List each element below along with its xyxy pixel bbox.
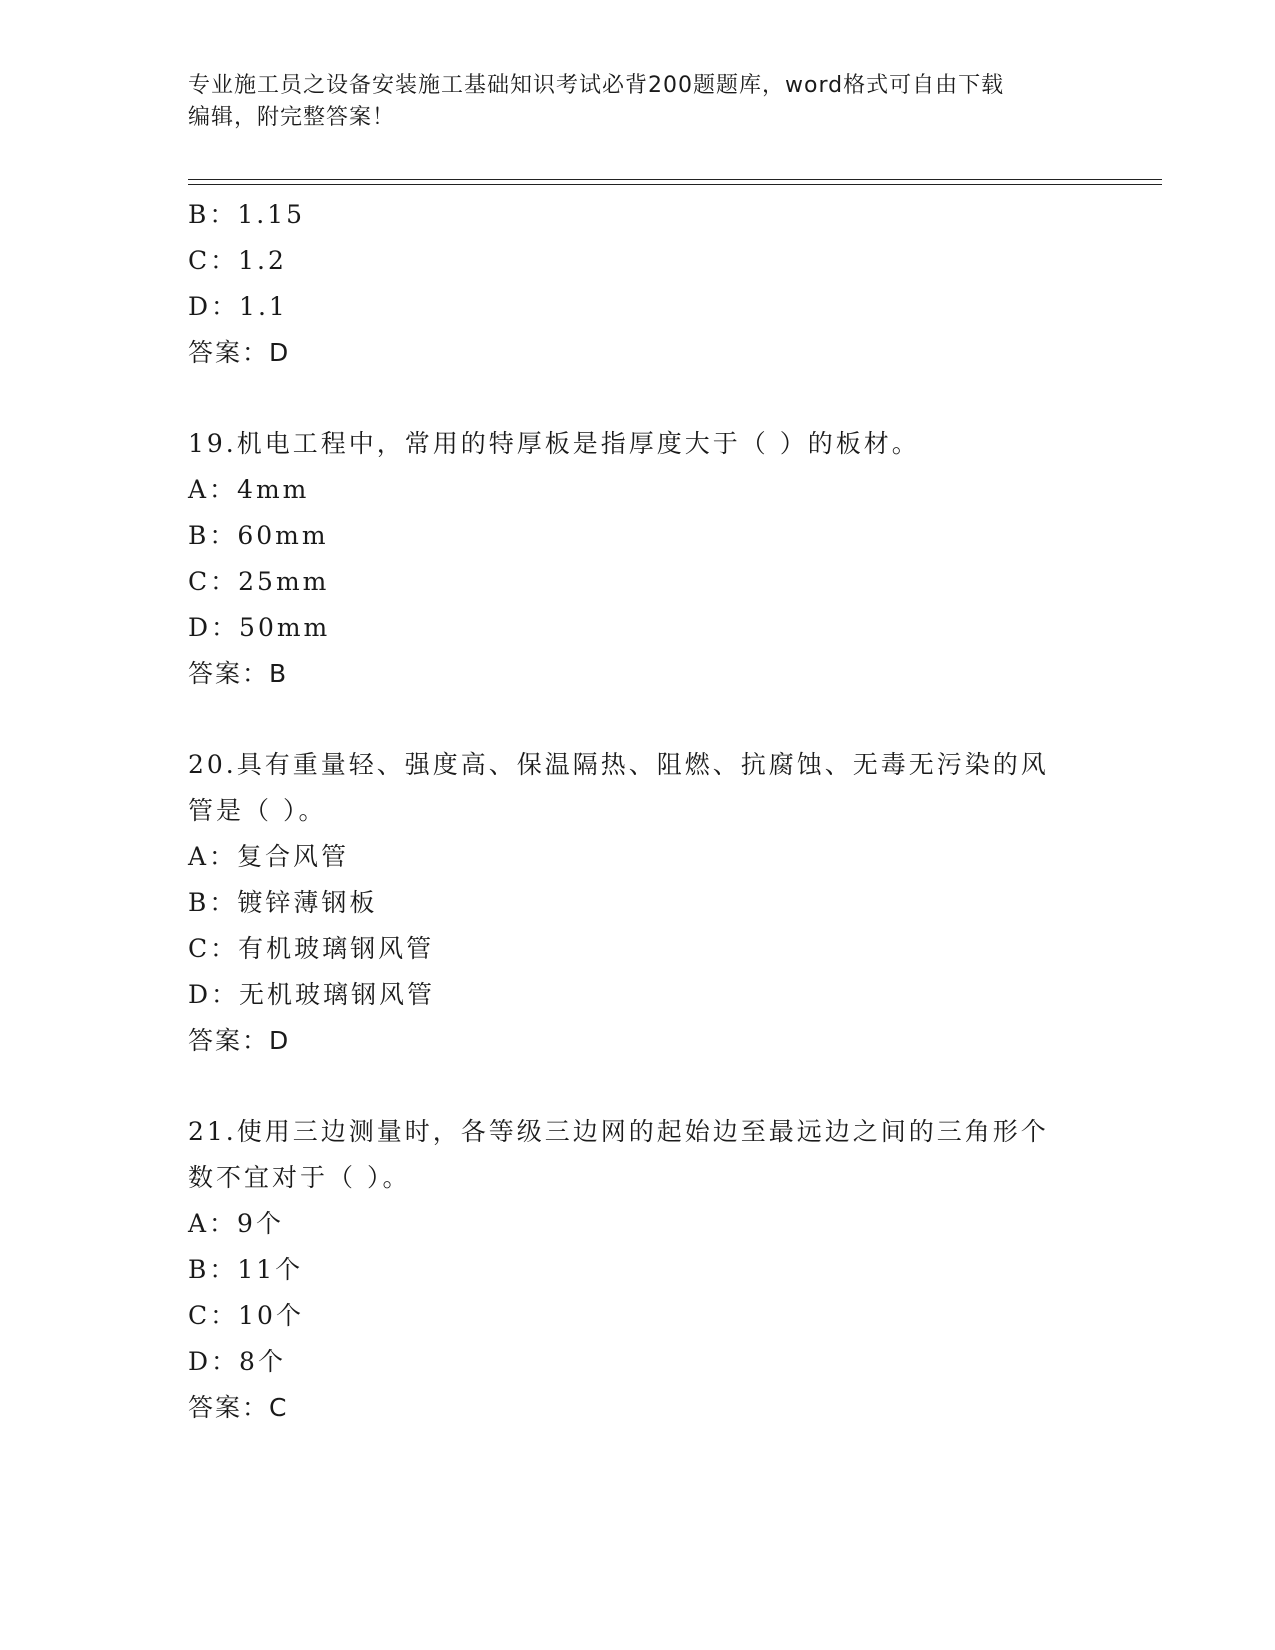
answer-line: 答案：D [188,1026,291,1055]
question-stem-line-1: 20.具有重量轻、强度高、保温隔热、阻燃、抗腐蚀、无毒无污染的风 [188,750,1049,779]
header-rule-top [188,179,1162,180]
question-stem-line-2: 数不宜对于（ ）。 [188,1163,411,1192]
option-c: C：有机玻璃钢风管 [188,934,435,963]
question-stem-line-2: 管是（ ）。 [188,796,327,825]
header-rule-bottom [188,184,1162,185]
option-c: C：25mm [188,567,330,596]
option-d: D：无机玻璃钢风管 [188,980,436,1009]
document-header [188,70,1088,134]
answer-line: 答案：C [188,1393,289,1422]
question-21 [188,1109,1088,1431]
option-d: D：50mm [188,613,331,642]
question-stem: 19.机电工程中，常用的特厚板是指厚度大于（ ）的板材。 [188,429,920,458]
option-b: B：60mm [188,521,329,550]
option-b: B：镀锌薄钢板 [188,888,378,917]
question-20 [188,742,1088,1064]
option-a: A：4mm [188,475,310,504]
option-a: A：9个 [188,1209,284,1238]
header-title-line-1: 专业施工员之设备安装施工基础知识考试必背200题题库，word格式可自由下载 [188,73,1005,98]
header-title-line-2: 编辑，附完整答案！ [188,105,396,130]
question-19 [188,421,1088,697]
question-18-tail [188,192,1088,376]
option-d: D：8个 [188,1347,286,1376]
answer-line: 答案：D [188,338,291,367]
option-b: B：11个 [188,1255,304,1284]
answer-line: 答案：B [188,659,289,688]
option-c: C：1.2 [188,246,287,275]
question-stem-line-1: 21.使用三边测量时，各等级三边网的起始边至最远边之间的三角形个 [188,1117,1049,1146]
option-c: C：10个 [188,1301,304,1330]
option-d: D：1.1 [188,292,288,321]
option-a: A：复合风管 [188,842,350,871]
option-b: B：1.15 [188,200,306,229]
question-list [188,192,1088,1431]
